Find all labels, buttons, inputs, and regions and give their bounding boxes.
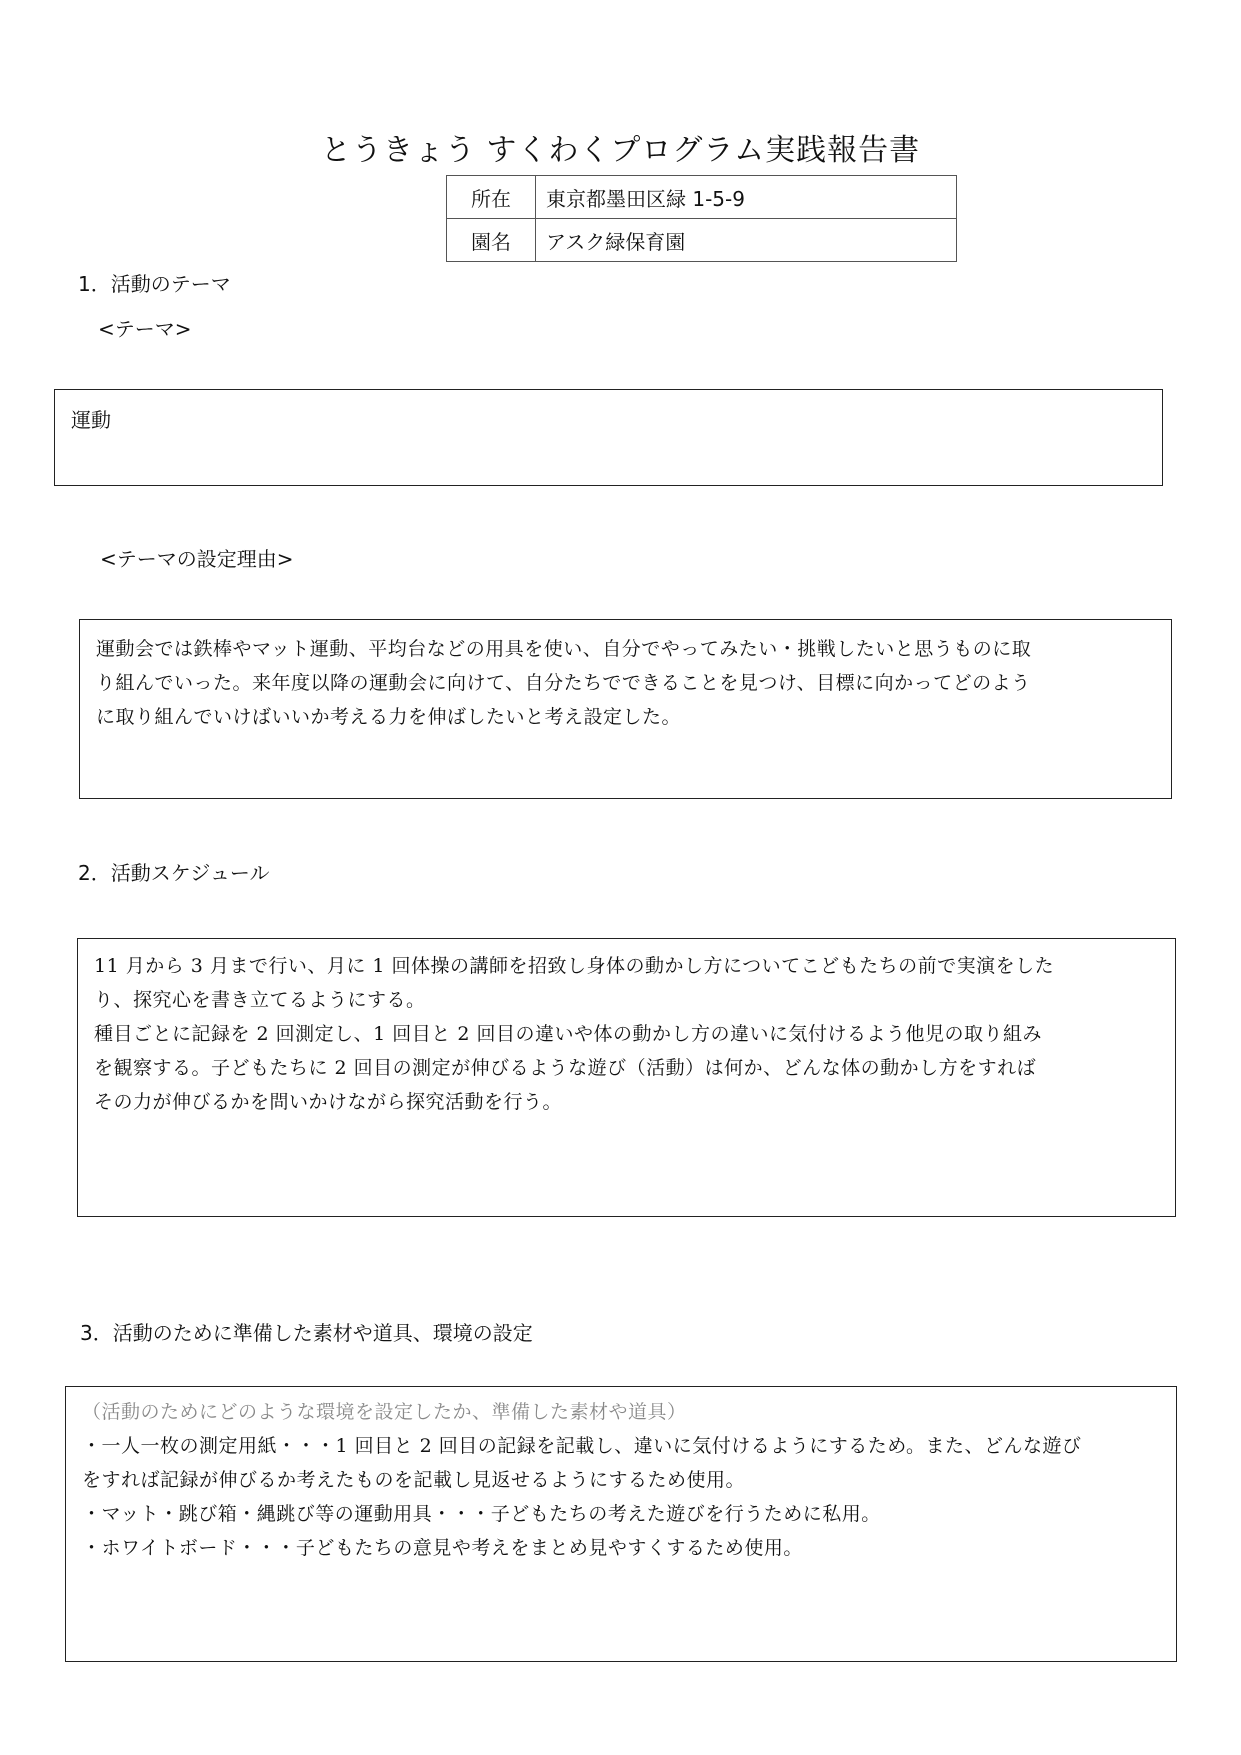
schedule-line: を観察する。子どもたちに 2 回目の測定が伸びるような遊び（活動）は何か、どんな体の動かし方をすれば (94, 1057, 1037, 1079)
reason-label: <テーマの設定理由> (100, 547, 294, 571)
schedule-line: り、探究心を書き立てるようにする。 (94, 989, 426, 1011)
section2-heading: 2．活動スケジュール (78, 861, 270, 885)
info-row-name (447, 219, 957, 262)
reason-text (96, 632, 1031, 734)
name-label: 園名 (447, 219, 536, 262)
location-label: 所在 (447, 176, 536, 219)
page-title: とうきょう すくわくプログラム実践報告書 (320, 133, 921, 168)
reason-line: り組んでいった。来年度以降の運動会に向けて、自分たちでできることを見つけ、目標に向かってどのよう (96, 672, 1031, 694)
reason-box (79, 619, 1172, 799)
schedule-line: 11 月から 3 月まで行い、月に 1 回体操の講師を招致し身体の動かし方についてこどもたちの前で実演をした (94, 955, 1055, 977)
reason-line: に取り組んでいけばいいか考える力を伸ばしたいと考え設定した。 (96, 706, 682, 728)
name-value: アスク緑保育園 (536, 219, 957, 262)
materials-line: ・マット・跳び箱・縄跳び等の運動用具・・・子どもたちの考えた遊びを行うために私用。 (82, 1503, 881, 1525)
theme-value: 運動 (71, 408, 111, 432)
theme-label: <テーマ> (98, 317, 192, 341)
materials-box (65, 1386, 1177, 1662)
section3-heading: 3．活動のために準備した素材や道具、環境の設定 (80, 1321, 533, 1345)
materials-line: ・一人一枚の測定用紙・・・1 回目と 2 回目の記録を記載し、違いに気付けるようにするため。また、どんな遊び (82, 1435, 1082, 1457)
materials-line: ・ホワイトボード・・・子どもたちの意見や考えをまとめ見やすくするため使用。 (82, 1537, 803, 1559)
section1-heading: 1．活動のテーマ (78, 272, 231, 296)
info-table (446, 175, 957, 262)
schedule-text (94, 949, 1054, 1119)
schedule-line: その力が伸びるかを問いかけながら探究活動を行う。 (94, 1091, 563, 1113)
schedule-box (77, 938, 1176, 1217)
reason-line: 運動会では鉄棒やマット運動、平均台などの用具を使い、自分でやってみたい・挑戦したいと思うものに取 (96, 638, 1032, 660)
location-value: 東京都墨田区緑 1-5-9 (536, 176, 957, 219)
theme-box (54, 389, 1163, 486)
info-row-location (447, 176, 957, 219)
materials-text (82, 1395, 1082, 1565)
materials-placeholder: （活動のためにどのような環境を設定したか、準備した素材や道具） (82, 1401, 687, 1423)
materials-line: をすれば記録が伸びるか考えたものを記載し見返せるようにするため使用。 (82, 1469, 746, 1491)
schedule-line: 種目ごとに記録を 2 回測定し、1 回目と 2 回目の違いや体の動かし方の違いに気付けるよう他児の取り組み (94, 1023, 1042, 1045)
